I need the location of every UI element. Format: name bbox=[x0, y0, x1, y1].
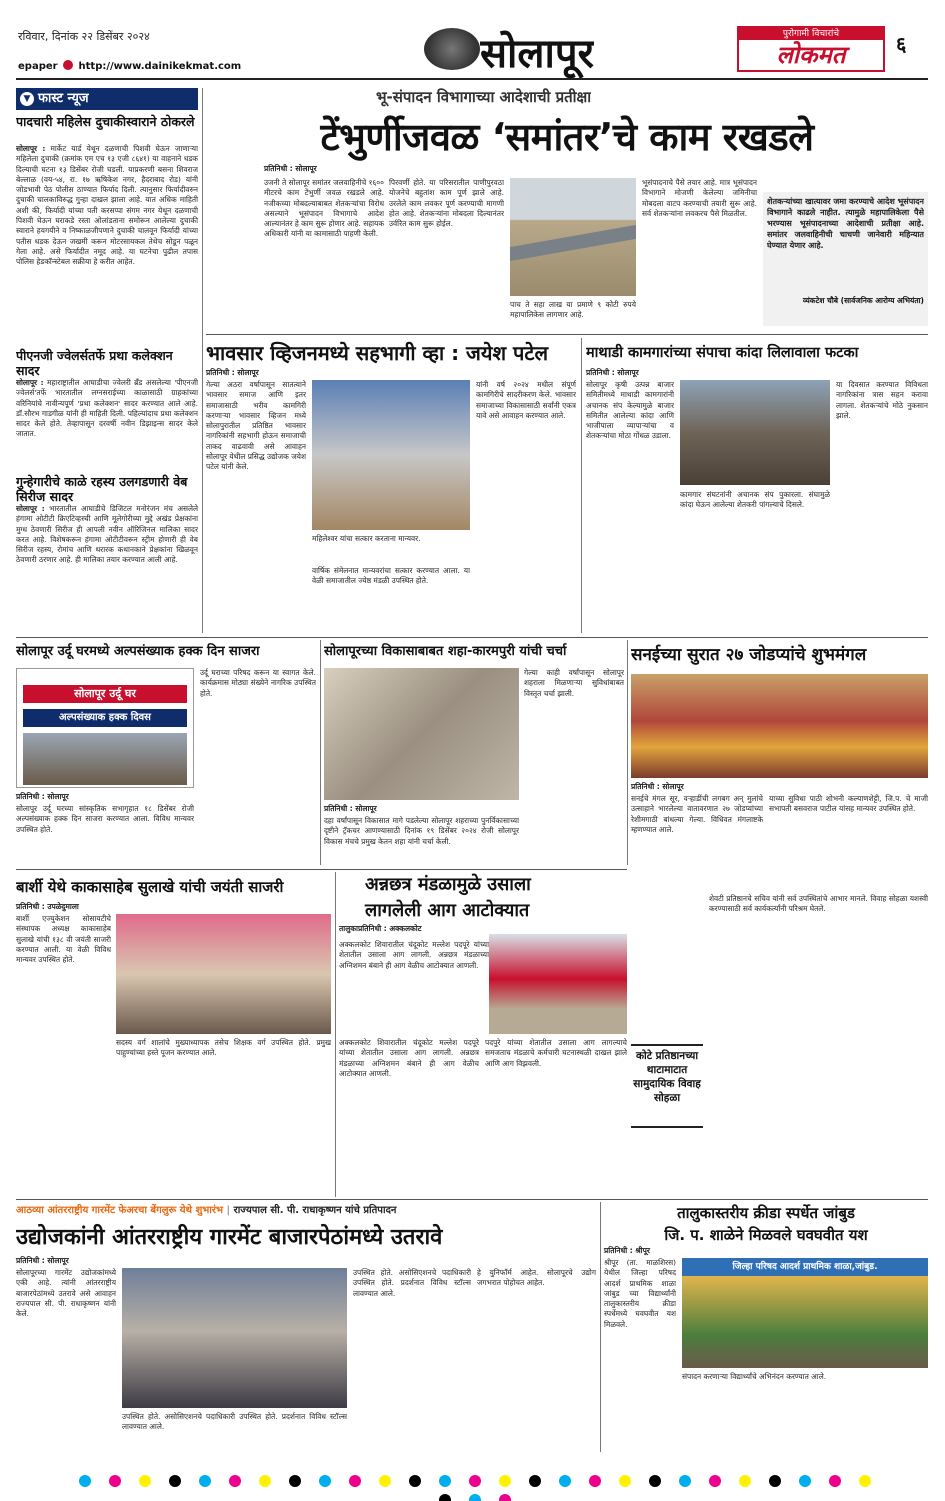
globe-icon bbox=[63, 60, 73, 70]
byline: प्रतिनिधी : उपळेदुमाला bbox=[16, 902, 79, 911]
magenta-dot bbox=[349, 1475, 361, 1487]
story-col-2: याच्या सुविधा पाठी शोभनी कल्याणशेट्टी, जि.प. चे माजी सभापती बसवराज पाटील यांसह मान्यवर उपस्थित होते. bbox=[769, 794, 928, 814]
news-body: सोलापूर : भारतातील आघाडीचे डिजिटल मनोरंजन मंच असलेले हंगामा ओटीटी क्रिएटिव्हस्ची आणि मूलेगोरीच्या मुद्दे अखंड प्रेक्षकांना मुग्ध ठेवणारी सिरीज ही आपली नवीन ऑरिजिनल मालिका सादर करत आहे. विशेषकरून हंगामा ओटीटीवरून स्ट्रीम होणारी ही वेब सिरीज रहस्य, रोमांच आणि थरारक कथानकाने प्रेक्षकांना खिळवून ठेवणारी ठरणार आहे. ही मालिका तयार करण्यात आली आहे. bbox=[16, 504, 198, 565]
story-col-1: सोलापूर उर्दू घरच्या सांस्कृतिक सभागृहात १८ डिसेंबर रोजी अल्पसंख्याक हक्क दिन साजरा करण्यात आला. विविध मान्यवर उपस्थित होते. bbox=[16, 804, 194, 834]
magenta-dot bbox=[229, 1475, 241, 1487]
photo-caption: संपादन करणाऱ्या विद्यार्थ्यांचे अभिनंदन करण्यात आले. bbox=[682, 1372, 827, 1381]
story-col-1: श्रीपूर (ता. माळशिरस) येथील जिल्हा परिषद आदर्श प्राथमिक शाळा जांबुड च्या विद्यार्थ्यांनी तालुकास्तरीय क्रीडा स्पर्धेमध्ये घवघवीत यश मिळवले. bbox=[604, 1258, 676, 1329]
news-body: सोलापूर : मार्केट यार्ड येथून दळणाची पिशवी घेऊन जाणाऱ्या महिलेला दुचाकी (क्रमांक एम एच १३ एजी ८६४१) या वाहनाने धडक दिल्याची घटना १३ डिसेंबर रोजी घडली. याप्रकरणी बसना शिवराज बेल्लाळ (वय-५४, रा. १७ ऋषिकेश नगर, हैदराबाद रोड) यांनी जोडभावी पेठ पोलीस ठाण्यात फिर्याद दिली. त्यानुसार फिर्यादीवरुन दुचाकी चालकाविरुद्ध गुन्हा दाखल झाला आहे. यात अधिक माहिती अशी की, फिर्यादी यांच्या पती करसप्पा संगम नगर येथून दळणाची पिशवी घेऊन घराकडे रस्ता ओलांडताना समोरून आलेल्या दुचाकी स्वाराने हयगयीने व निष्काळजीपणाने दुचाकी चालवून फिर्यादी यांच्या पतीस धडक देऊन जखमी करून मोटरसायकल तेथेच सोडून पळून गेला आहे. असे फिर्यादीत नमूद आहे. या घटनेचा पुढील तपास पोलिस हेडकॉन्स्टेबल सक्रीया हे करीत आहेत. bbox=[16, 144, 198, 267]
masthead-rule bbox=[16, 78, 928, 80]
story-headline-1: अन्नछत्र मंडळामुळे उसाला bbox=[365, 874, 531, 895]
black-dot bbox=[649, 1475, 661, 1487]
story-col-1: सनईचे मंगल सूर, वऱ्हाडींची लगबग अन् मुलांचे उत्साहाने भारलेल्या वातावरणात २७ जोडप्यांच्या रेशीमगाठी बांधल्या गेल्या. विधिवत मंगलाष्टके म्हणण्यात आले. bbox=[631, 794, 763, 834]
black-dot bbox=[769, 1475, 781, 1487]
byline: प्रतिनिधी : सोलापूर bbox=[631, 782, 684, 791]
cyan-dot bbox=[439, 1475, 451, 1487]
school-photo bbox=[682, 1258, 928, 1368]
magenta-dot bbox=[469, 1475, 481, 1487]
wedding-photo bbox=[631, 674, 928, 778]
urdu-story bbox=[16, 640, 316, 865]
story-col-1: सोलापूर कृषी उत्पन्न बाजार समितीमध्ये माथाडी कामगारांनी अचानक संप केल्यामुळे बाजार समितीत आलेल्या कांदा आणि भाजीपाला व्यापाऱ्यांचा व शेतकऱ्यांचा मोठा गोंधळ उडाला. bbox=[586, 380, 674, 441]
ribbon-cutting-photo bbox=[122, 1268, 347, 1408]
column-divider bbox=[581, 338, 582, 633]
lead-headline: टेंभुर्णीजवळ ‘समांतर’चे काम रखडले bbox=[320, 115, 814, 159]
story-headline-2: जि. प. शाळेने मिळवले घवघवीत यश bbox=[664, 1226, 868, 1244]
story-col-3: या दिवसात करण्यात विविधता नागरिकांना त्रास सहन करावा लागला. शेतकऱ्यांचे मोठे नुकसान झाले. bbox=[836, 380, 928, 420]
black-dot bbox=[529, 1475, 541, 1487]
bhavsar-story bbox=[206, 338, 576, 633]
column-divider bbox=[627, 640, 628, 865]
column-divider bbox=[202, 88, 203, 633]
story-headline-2: लागलेली आग आटोक्यात bbox=[365, 900, 530, 921]
photo-caption: महिलेश्वर यांचा सत्कार करताना मान्यवर. bbox=[312, 534, 421, 543]
yellow-dot bbox=[859, 1475, 871, 1487]
story-col-1: बार्शी एज्युकेशन सोसायटीचे संस्थापक अध्यक्ष काकासाहेब सुलाखे यांची १३८ वी जयंती साजरी करण्यात आली. या वेळी विविध मान्यवर उपस्थित होते. bbox=[16, 914, 111, 965]
byline: प्रतिनिधी : सोलापूर bbox=[206, 368, 259, 377]
cyan-dot bbox=[679, 1475, 691, 1487]
fire-story bbox=[339, 872, 627, 1197]
kicker: आठव्या आंतरराष्ट्रीय गारमेंट फेअरचा बेंगलुरू येथे शुभारंभ bbox=[16, 1205, 223, 1216]
lead-col-2: पिरवर्णी होते. या परिसरातील पाणीपुरवठा योजनेचे बहुतांश काम पूर्ण झाले आहे. उरलेले काम लवकर पूर्ण करण्याची मागणी होत आहे. शेतकऱ्यांना मोबदला दिल्यानंतर उर्वरित काम सुरू होईल. bbox=[389, 178, 504, 229]
fast-news-item bbox=[16, 348, 198, 470]
fast-news-item bbox=[16, 114, 198, 344]
story-col-2: सदस्य वर्ग शालांचे मुख्याध्यापक तसेच शिक्षक वर्ग उपस्थित होते. प्रमुख पाहुण्यांच्या हस्ते पूजन करण्यात आले. bbox=[116, 1038, 331, 1058]
lead-kicker: भू-संपादन विभागाच्या आदेशाची प्रतीक्षा bbox=[376, 88, 592, 106]
color-registration-bar bbox=[60, 1472, 890, 1486]
story-col-1: गेल्या अठरा वर्षापासून सातत्याने भावसार समाज आणि इतर समाजासाठी भरीव कामगिरी करणाऱ्या भावसार व्हिजन मध्ये सोलापुरातील प्रतिष्ठित भावसार नागरिकांनी सहभागी होऊन समाजाची ताकद वाढवावी असे आवाहन सोलापूर येथील प्रसिद्ध उद्योजक जयेश पटेल यांनी केले. bbox=[206, 380, 306, 472]
side-title: कोटे प्रतिष्ठानच्या थाटामाटात सामुदायिक विवाह सोहळा bbox=[633, 1050, 701, 1104]
masthead bbox=[0, 0, 945, 88]
magenta-dot bbox=[499, 1494, 511, 1501]
event-banner-photo bbox=[16, 668, 194, 788]
byline: प्रतिनिधी : सोलापूर bbox=[264, 164, 317, 173]
photo-caption: उपस्थित होते. असोसिएशनचे पदाधिकारी उपस्थित होते. प्रदर्शनात विविध स्टॉल्स लावण्यात आले. bbox=[122, 1412, 347, 1432]
black-dot bbox=[169, 1475, 181, 1487]
yellow-dot bbox=[259, 1475, 271, 1487]
byline: प्रतिनिधी : सोलापूर bbox=[16, 792, 69, 801]
story-headline: माथाडी कामगारांच्या संपाचा कांदा लिलावाला फटका bbox=[586, 345, 859, 361]
sports-story bbox=[604, 1202, 928, 1452]
story-col-2: उर्दू घराच्या परिषद करून या स्वागत केले. कार्यक्रमास मोठ्या संख्येने नागरिक उपस्थित होते. bbox=[200, 668, 316, 698]
cyan-dot bbox=[79, 1475, 91, 1487]
column-divider bbox=[320, 640, 321, 865]
fast-news-item bbox=[16, 474, 198, 622]
edition-name: सोलापूर bbox=[480, 30, 594, 77]
shah-story bbox=[324, 640, 624, 865]
cyan-dot bbox=[799, 1475, 811, 1487]
story-col-2: उपस्थित होते. असोसिएशनचे पदाधिकारी उपस्थित होते. प्रदर्शनात विविध स्टॉल्स लावण्यात आले. bbox=[353, 1268, 471, 1298]
magenta-dot bbox=[589, 1475, 601, 1487]
banner-line-1: सोलापूर उर्दू घर bbox=[23, 685, 187, 703]
story-headline: भावसार व्हिजनमध्ये सहभागी व्हा : जयेश पटेल bbox=[206, 341, 549, 365]
quote-text: शेतकऱ्यांच्या खात्यावर जमा करण्याचे आदेश भूसंपादन विभागाने काढले नाहीत. त्यामुळे महापालिकेला पैसे भरण्यास भूसंपादनाच्या आदेशाची प्रतीक्षा आहे. समांतर जलवाहिनीची चाचणी जानेवारी महिन्यात घेण्यात येणार आहे. bbox=[767, 197, 924, 250]
byline: प्रतिनिधी : सोलापूर bbox=[324, 804, 377, 813]
edition-logo-emblem bbox=[424, 28, 480, 70]
byline: प्रतिनिधी : सोलापूर bbox=[586, 368, 639, 377]
banner-line-2: अल्पसंख्याक हक्क दिवस bbox=[23, 709, 187, 727]
story-col-1: दहा वर्षांपासून विकासात मागे पडलेल्या सोलापूर शहराच्या पुनर्विकासाच्या दृष्टीने ट्रॅकचर आणण्यासाठी दिनांक १९ डिसेंबर २०२४ रोजी सोलापूर विकास मंचचे प्रमुख केतन शहा यांनी चर्चा केली. bbox=[324, 816, 519, 846]
story-headline: सनईच्या सुरात २७ जोडप्यांचे शुभमंगल bbox=[631, 645, 867, 665]
fast-news-column bbox=[16, 88, 198, 633]
black-dot bbox=[409, 1475, 421, 1487]
barshi-story bbox=[16, 872, 331, 1197]
people-photo bbox=[23, 733, 187, 785]
column-divider bbox=[600, 1202, 601, 1452]
story-headline: उद्योजकांनी आंतरराष्ट्रीय गारमेंट बाजारपेठांमध्ये उतरावे bbox=[16, 1225, 443, 1250]
issue-date: रविवार, दिनांक २२ डिसेंबर २०२४ bbox=[18, 30, 150, 43]
website-link[interactable]: http://www.dainikekmat.com bbox=[78, 61, 242, 72]
story-col-1: अक्कलकोट शिवारातील चंदूकोट मल्लेश पदपूरे यांच्या शेतातील उसाला आग लागली. अन्नछत्र मंडळाच्या अग्निशमन बंबाने ही आग वेळीच आटोक्यात आणली. bbox=[339, 940, 489, 970]
section-rule bbox=[16, 1199, 928, 1200]
side-title-box bbox=[631, 1044, 703, 1128]
cyan-dot bbox=[559, 1475, 571, 1487]
lead-col-3: भूसंपादनाचे पैसे तयार आहे. मात्र भूसंपादन विभागाने मोजणी केलेल्या जमिनीचा मोबदला वाटप करण्याची तयारी सुरू आहे. सर्व शेतकऱ्यांना लवकरच पैसे मिळतील. bbox=[642, 178, 757, 218]
story-col-3: शेवटी प्रतिष्ठानचे सचिव यांनी सर्व उपस्थितांचे आभार मानले. विवाह सोहळा यशस्वी करण्यासाठी सर्व कार्यकर्त्यांनी परिश्रम घेतले. bbox=[709, 894, 928, 914]
byline: प्रतिनिधी : श्रीपूर bbox=[604, 1246, 650, 1255]
magenta-dot bbox=[709, 1475, 721, 1487]
cyan-dot bbox=[319, 1475, 331, 1487]
yellow-dot bbox=[619, 1475, 631, 1487]
quote-author: व्यंकटेश चौबे (सार्वजनिक आरोग्य अभियंता) bbox=[802, 296, 924, 305]
kicker-2: राज्यपाल सी. पी. राधाकृष्णन यांचे प्रतिपादन bbox=[233, 1205, 397, 1216]
story-col-3: हे युनिफॉर्म आहेत. सोलापूरचे उद्योग जगभरात पोहोचत आहेत. bbox=[477, 1268, 596, 1288]
story-col-2: गेल्या काही वर्षांपासून सोलापूर शहराला मिळणाऱ्या सुविधांबाबत विस्तृत चर्चा झाली. bbox=[524, 668, 624, 698]
cyan-dot bbox=[199, 1475, 211, 1487]
news-body: सोलापूर : महाराष्ट्रातील आघाडीचा ज्वेलरी ब्रँड असलेल्या 'पीएनजी ज्वेलर्स'तर्फे भारतातील लग्नसराईच्या काळासाठी ग्राहकांच्या वरिनियांचे नावीन्यपूर्ण 'प्रथा कलेक्शन' सादर करण्यात आले आहे. डॉ.सौरभ गाडगीळ यांनी ही माहिती दिली. पहिल्यांदाच प्रथा कलेक्शन सादर केले होते. तेव्हापासून दरवर्षी नवीन डिझाइन्स सादर केले जातात. bbox=[16, 378, 198, 439]
story-col-1: सोलापूरच्या गारमेंट उद्योजकांमध्ये एकी आहे. त्यांनी आंतरराष्ट्रीय बाजारपेठांमध्ये उतरावे असे आवाहन राज्यपाल सी. पी. राधाकृष्णन यांनी केले. bbox=[16, 1268, 116, 1319]
brand-tag: पुरोगामी विचारांचे bbox=[739, 28, 883, 40]
meeting-photo bbox=[324, 668, 519, 800]
section-rule bbox=[16, 869, 627, 870]
photo-caption: पाच ते सहा लाख या प्रमाणे ९ कोटी रुपये महापालिकेस लागणार आहे. bbox=[510, 300, 636, 320]
yellow-dot bbox=[739, 1475, 751, 1487]
pipeline-photo bbox=[510, 178, 636, 296]
news-headline: गुन्हेगारीचे काळे रहस्य उलगडणारी वेब सिरीज सादर bbox=[16, 474, 188, 504]
yellow-dot bbox=[139, 1475, 151, 1487]
byline: प्रतिनिधी : सोलापूर bbox=[16, 1256, 69, 1265]
section-rule bbox=[16, 637, 928, 638]
story-headline: सोलापूर उर्दू घरमध्ये अल्पसंख्याक हक्क दिन साजरा bbox=[16, 644, 260, 659]
black-dot bbox=[439, 1494, 451, 1501]
byline: तालुकाप्रतिनिधी : अक्कलकोट bbox=[339, 924, 422, 933]
quote-box bbox=[763, 192, 928, 326]
news-headline: पीएनजी ज्वेलर्सतर्फे प्रथा कलेक्शन सादर bbox=[16, 348, 173, 378]
fast-news-header: ▼ फास्ट न्यूज bbox=[16, 88, 198, 110]
section-rule bbox=[206, 334, 928, 335]
cyan-dot bbox=[469, 1494, 481, 1501]
brand-logo: लोकमत bbox=[776, 41, 846, 69]
brand-box bbox=[737, 26, 885, 72]
story-headline-1: तालुकास्तरीय क्रीडा स्पर्धेत जांबुड bbox=[677, 1204, 855, 1222]
magenta-dot bbox=[829, 1475, 841, 1487]
pipeline-shape bbox=[510, 225, 636, 261]
story-col-2: कामगार संघटनांनी अचानक संप पुकारला. संघामुळे कांदा घेऊन आलेल्या शेतकरी पांगल्याचे दिसले. bbox=[680, 490, 830, 510]
lead-story bbox=[206, 84, 928, 334]
story-col-2: पदपुरे यांच्या शेतातील उसाला आग लागल्याचे समजताच मंडळाचे कर्मचारी घटनास्थळी दाखल झाले आणि आग विझवली. bbox=[485, 1038, 627, 1068]
fire-truck-photo bbox=[489, 934, 627, 1034]
lead-col-1: उजनी ते सोलापूर समांतर जलवाहिनीचे १६०० मीटरचे काम टेंभुर्णी जवळ रखडले आहे. नजीकच्या मोबदल्याबाबत शेतकऱ्यांचा विरोध असल्याने भूसंपादन विभागाचे आदेश आल्यानंतर हे काम सुरू होणार आहे. सहायक अधिकारी यांनी या कामासाठी पाहणी केली. bbox=[264, 178, 384, 239]
page-number: ६ bbox=[896, 32, 907, 56]
news-headline: पादचारी महिलेस दुचाकीस्वाराने ठोकरले bbox=[16, 114, 195, 129]
magenta-dot bbox=[109, 1475, 121, 1487]
epaper-label: epaper http://www.dainikekmat.com bbox=[18, 61, 242, 72]
sanai-story bbox=[631, 640, 928, 1195]
yellow-dot bbox=[379, 1475, 391, 1487]
column-divider bbox=[335, 872, 336, 1197]
mathadi-story bbox=[586, 338, 928, 633]
black-dot bbox=[289, 1475, 301, 1487]
story-col-2: वार्षिक संमेलनात मान्यवरांचा सत्कार करण्यात आला. या वेळी समाजातील ज्येष्ठ मंडळी उपस्थित होते. bbox=[312, 566, 470, 586]
kicker-separator: | bbox=[226, 1205, 234, 1216]
story-headline: सोलापूरच्या विकासाबाबत शहा-कारमपुरी यांची चर्चा bbox=[324, 644, 567, 659]
story-col-3: यांनी वर्ष २०२४ मधील संपूर्ण कामगिरीचे सादरीकरण केले. भावसार समाजाच्या विकासासाठी सर्वांनी एकत्र यावे असे आवाहन करण्यात आले. bbox=[476, 380, 576, 420]
garment-story bbox=[16, 1202, 596, 1452]
story-headline: बार्शी येथे काकासाहेब सुलाखे यांची जयंती साजरी bbox=[16, 878, 284, 896]
jayanti-photo bbox=[116, 914, 331, 1034]
crowd-photo bbox=[680, 380, 830, 485]
yellow-dot bbox=[499, 1475, 511, 1487]
event-photo bbox=[312, 380, 470, 530]
story-col-1b: अक्कलकोट शिवारातील चंदूकोट मल्लेश पदपूरे यांच्या शेतातील उसाला आग लागली. अन्नछत्र मंडळाच्या अग्निशमन बंबाने ही आग वेळीच आटोक्यात आणली. bbox=[339, 1038, 479, 1078]
chevron-icon: ▼ bbox=[20, 92, 34, 106]
school-banner: जिल्हा परिषद आदर्श प्राथमिक शाळा,जांबुड. bbox=[732, 1262, 878, 1272]
kicker-row bbox=[16, 1202, 596, 1220]
